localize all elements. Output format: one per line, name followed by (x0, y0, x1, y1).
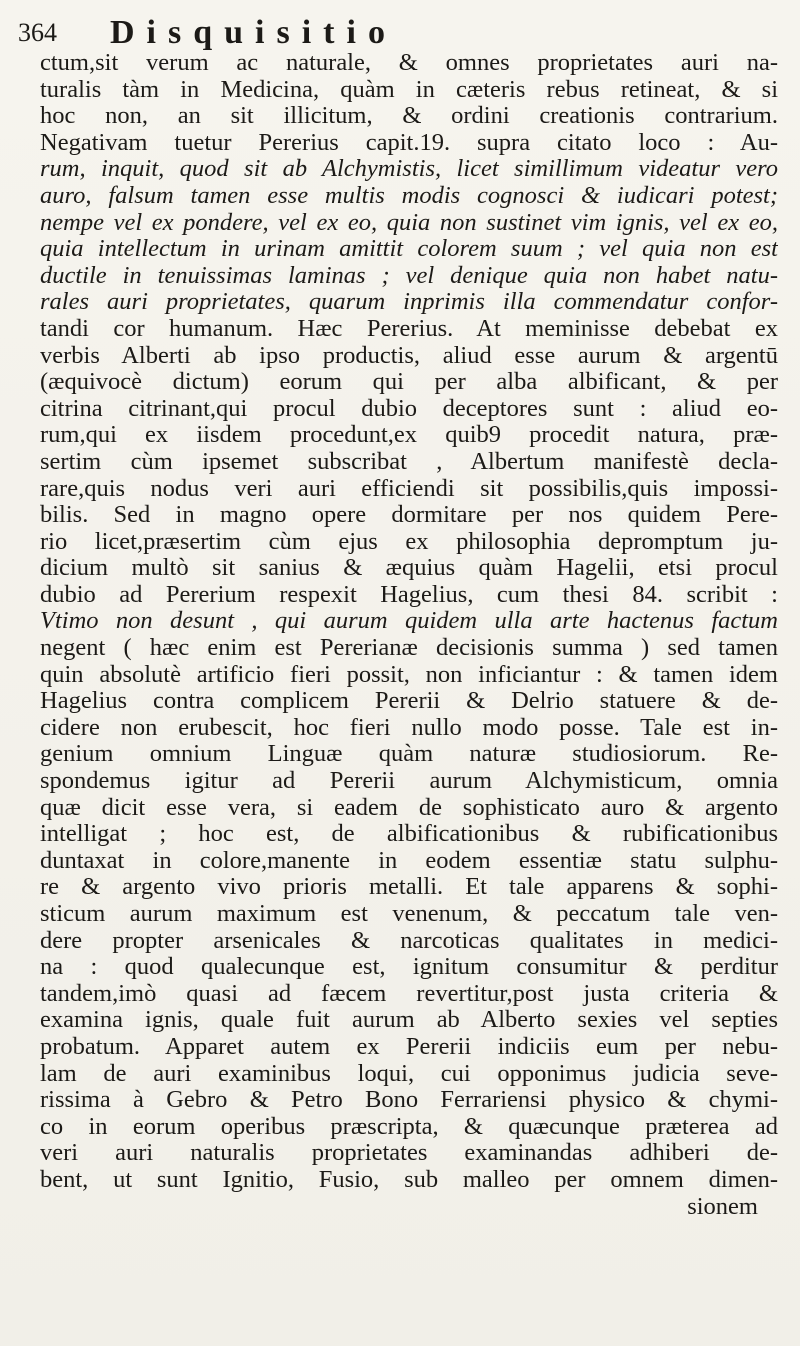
text-line: examina ignis, quale fuit aurum ab Alberto sexies vel septies (40, 1007, 778, 1034)
text-line: re & argento vivo prioris metalli. Et tale apparens & sophi- (40, 874, 778, 901)
text-line: dicium multò sit sanius & æquius quàm Hagelii, etsi procul (40, 555, 778, 582)
text-line: ctum,sit verum ac naturale, & omnes proprietates auri na- (40, 50, 778, 76)
text-line: sticum aurum maximum est venenum, & peccatum tale ven- (40, 901, 778, 927)
text-line: rissima à Gebro & Petro Bono Ferrariensi physico & chymi- (40, 1087, 778, 1114)
text-line: tandi cor humanum. Hæc Pererius. At meminisse debebat ex (40, 315, 778, 342)
text-line: rum, inquit, quod sit ab Alchymistis, licet simillimum videatur vero (40, 156, 778, 183)
text-line: nempe vel ex pondere, vel ex eo, quia non sustinet vim ignis, vel ex eo, (40, 209, 778, 236)
text-line: dubio ad Pererium respexit Hagelius, cum thesi 84. scribit : (40, 581, 778, 608)
text-line: bent, ut sunt Ignitio, Fusio, sub malleo per omnem dimen- (40, 1166, 778, 1193)
text-line: citrina citrinant,qui procul dubio deceptores sunt : aliud eo- (40, 395, 778, 422)
text-line: quin absolutè artificio fieri possit, non inficiantur : & tamen idem (40, 661, 778, 688)
catchword: sionem (687, 1193, 758, 1220)
text-line: cidere non erubescit, hoc fieri nullo modo posse. Tale est in- (40, 714, 778, 741)
text-line: bilis. Sed in magno opere dormitare per nos quidem Pere- (40, 502, 778, 529)
text-line: genium omnium Linguæ quàm naturæ studiosiorum. Re- (40, 741, 778, 768)
text-line: tandem,imò quasi ad fæcem revertitur,post justa criteria & (40, 980, 778, 1007)
text-line: turalis tàm in Medicina, quàm in cæteris rebus retineat, & si (40, 76, 778, 103)
text-line: hoc non, an sit illicitum, & ordini creationis contrarium. (40, 103, 778, 130)
text-line: Negativam tuetur Pererius capit.19. supra citato loco : Au- (40, 129, 778, 156)
text-line: duntaxat in colore,manente in eodem essentiæ statu sulphu- (40, 847, 778, 874)
text-line: quia intellectum in urinam amittit colorem suum ; vel quia non est (40, 236, 778, 263)
running-title: Disquisitio (110, 14, 397, 51)
text-line: (æquivocè dictum) eorum qui per alba albificant, & per (40, 369, 778, 396)
text-line: Vtimo non desunt , qui aurum quidem ulla arte hactenus factum (40, 608, 778, 635)
text-line: veri auri naturalis proprietates examinandas adhiberi de- (40, 1140, 778, 1167)
text-line: na : quod qualecunque est, ignitum consumitur & perditur (40, 954, 778, 981)
body-text (40, 50, 778, 1220)
text-line: verbis Alberti ab ipso productis, aliud esse aurum & argentū (40, 342, 778, 369)
text-line: rio licet,præsertim cùm ejus ex philosophia depromptum ju- (40, 528, 778, 555)
text-line: auro, falsum tamen esse multis modis cognosci & iudicari potest; (40, 182, 778, 209)
text-line: ductile in tenuissimas laminas ; vel denique quia non habet natu- (40, 262, 778, 289)
text-line: spondemus igitur ad Pererii aurum Alchymisticum, omnia (40, 768, 778, 795)
text-line: intelligat ; hoc est, de albificationibus & rubificationibus (40, 821, 778, 848)
text-line: sertim cùm ipsemet subscribat , Albertum manifestè decla- (40, 448, 778, 475)
text-line: co in eorum operibus præscripta, & quæcunque præterea ad (40, 1113, 778, 1140)
text-line: Hagelius contra complicem Pererii & Delrio statuere & de- (40, 688, 778, 715)
text-line: rum,qui ex iisdem procedunt,ex quib9 procedit natura, præ- (40, 422, 778, 449)
text-line: quæ dicit esse vera, si eadem de sophisticato auro & argento (40, 794, 778, 821)
page-header (18, 14, 758, 54)
text-line: rales auri proprietates, quarum inprimis illa commendatur confor- (40, 289, 778, 316)
text-line: dere propter arsenicales & narcoticas qualitates in medici- (40, 927, 778, 954)
text-line: rare,quis nodus veri auri efficiendi sit possibilis,quis impossi- (40, 475, 778, 502)
text-line: probatum. Apparet autem ex Pererii indiciis eum per nebu- (40, 1033, 778, 1060)
text-line: negent ( hæc enim est Pererianæ decisionis summa ) sed tamen (40, 635, 778, 662)
page-number: 364 (18, 18, 57, 47)
text-line: lam de auri examinibus loqui, cui opponimus judicia seve- (40, 1060, 778, 1087)
